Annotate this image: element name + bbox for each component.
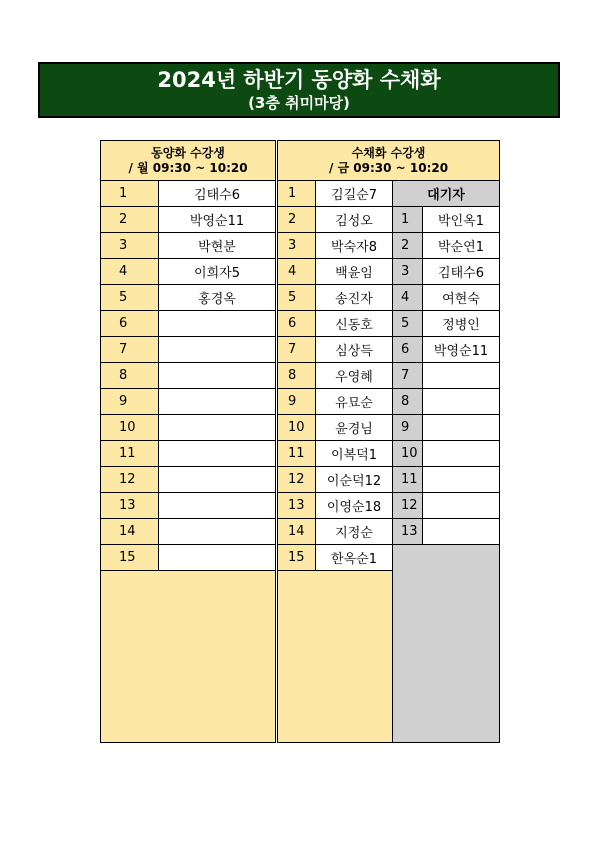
student-name [159, 389, 276, 415]
oriental-roster-title: 동양화 수강생 [151, 145, 225, 160]
student-name: 신동호 [316, 311, 393, 337]
waiting-number: 6 [393, 337, 423, 363]
table-row [101, 337, 276, 363]
row-number: 7 [101, 337, 159, 363]
watercolor-roster [277, 140, 500, 743]
row-number: 7 [278, 337, 316, 363]
row-number: 2 [278, 207, 316, 233]
row-number: 12 [101, 467, 159, 493]
waiting-name: 박영순11 [423, 337, 500, 363]
table-row [278, 363, 500, 389]
row-number: 1 [278, 181, 316, 207]
waiting-name: 정병인 [423, 311, 500, 337]
row-number: 12 [278, 467, 316, 493]
page-subtitle: (3층 취미마당) [248, 94, 350, 112]
student-name: 박현분 [159, 233, 276, 259]
waiting-number: 4 [393, 285, 423, 311]
waiting-number: 3 [393, 259, 423, 285]
student-name: 윤경님 [316, 415, 393, 441]
student-name: 심상득 [316, 337, 393, 363]
row-number: 4 [278, 259, 316, 285]
table-row [101, 493, 276, 519]
waiting-number: 7 [393, 363, 423, 389]
table-row [101, 415, 276, 441]
student-name: 김태수6 [159, 181, 276, 207]
waiting-number: 12 [393, 493, 423, 519]
student-name: 박영순11 [159, 207, 276, 233]
student-name [159, 545, 276, 571]
watercolor-roster-title: 수채화 수강생 [351, 145, 426, 160]
row-number: 3 [101, 233, 159, 259]
table-row [278, 493, 500, 519]
row-number: 11 [101, 441, 159, 467]
watercolor-roster-header [278, 141, 500, 181]
watercolor-roster-schedule: / 금 09:30 ~ 10:20 [328, 160, 449, 175]
waiting-name: 여현숙 [423, 285, 500, 311]
table-row [101, 467, 276, 493]
student-name [159, 311, 276, 337]
row-number: 6 [278, 311, 316, 337]
table-row [101, 519, 276, 545]
student-name [159, 519, 276, 545]
table-row [101, 233, 276, 259]
table-row [278, 545, 500, 571]
row-number: 8 [278, 363, 316, 389]
student-name: 김성오 [316, 207, 393, 233]
student-name [159, 493, 276, 519]
student-name: 우영혜 [316, 363, 393, 389]
table-row [278, 467, 500, 493]
waiting-name: 박인옥1 [423, 207, 500, 233]
row-number: 8 [101, 363, 159, 389]
table-row [278, 181, 500, 207]
table-row [278, 519, 500, 545]
student-name: 이희자5 [159, 259, 276, 285]
table-row [278, 415, 500, 441]
waiting-name [423, 467, 500, 493]
row-number: 10 [278, 415, 316, 441]
table-row [278, 389, 500, 415]
table-row [101, 207, 276, 233]
row-number: 2 [101, 207, 159, 233]
row-number: 9 [278, 389, 316, 415]
table-row [278, 337, 500, 363]
row-number: 13 [278, 493, 316, 519]
row-number: 5 [278, 285, 316, 311]
table-row [101, 259, 276, 285]
oriental-roster-blank-area [101, 571, 276, 743]
watercolor-roster-blank-area [278, 571, 393, 743]
student-name [159, 415, 276, 441]
waiting-number: 10 [393, 441, 423, 467]
table-row [278, 311, 500, 337]
table-row [101, 311, 276, 337]
row-number: 6 [101, 311, 159, 337]
waiting-list-header: 대기자 [393, 181, 500, 207]
student-name: 박숙자8 [316, 233, 393, 259]
student-name: 이복덕1 [316, 441, 393, 467]
student-name [159, 337, 276, 363]
row-number: 9 [101, 389, 159, 415]
waiting-name: 박순연1 [423, 233, 500, 259]
waiting-name: 김태수6 [423, 259, 500, 285]
row-number: 13 [101, 493, 159, 519]
waiting-number: 13 [393, 519, 423, 545]
row-number: 4 [101, 259, 159, 285]
row-number: 3 [278, 233, 316, 259]
waiting-name [423, 363, 500, 389]
row-number: 14 [278, 519, 316, 545]
table-row [101, 181, 276, 207]
waiting-number: 9 [393, 415, 423, 441]
waiting-blank-area [393, 545, 500, 743]
oriental-painting-roster [100, 140, 276, 743]
waiting-number: 5 [393, 311, 423, 337]
student-name: 송진자 [316, 285, 393, 311]
student-name [159, 363, 276, 389]
oriental-roster-schedule: / 월 09:30 ~ 10:20 [128, 160, 248, 175]
student-name: 김길순7 [316, 181, 393, 207]
table-row [278, 259, 500, 285]
waiting-name [423, 441, 500, 467]
title-banner [38, 62, 560, 118]
waiting-name [423, 415, 500, 441]
row-number: 5 [101, 285, 159, 311]
student-name: 한옥순1 [316, 545, 393, 571]
row-number: 14 [101, 519, 159, 545]
oriental-roster-header [101, 141, 276, 181]
table-row [278, 233, 500, 259]
table-row [278, 441, 500, 467]
table-row [101, 545, 276, 571]
waiting-name [423, 389, 500, 415]
student-name: 이순덕12 [316, 467, 393, 493]
row-number: 11 [278, 441, 316, 467]
table-row [278, 285, 500, 311]
table-row [101, 285, 276, 311]
student-name: 백윤임 [316, 259, 393, 285]
table-row [101, 389, 276, 415]
waiting-number: 8 [393, 389, 423, 415]
student-name: 유묘순 [316, 389, 393, 415]
table-row [278, 207, 500, 233]
row-number: 10 [101, 415, 159, 441]
student-name: 이영순18 [316, 493, 393, 519]
row-number: 15 [101, 545, 159, 571]
waiting-number: 2 [393, 233, 423, 259]
student-name [159, 467, 276, 493]
table-row [101, 363, 276, 389]
waiting-number: 1 [393, 207, 423, 233]
student-name [159, 441, 276, 467]
waiting-number: 11 [393, 467, 423, 493]
row-number: 1 [101, 181, 159, 207]
student-name: 홍경옥 [159, 285, 276, 311]
table-row [101, 441, 276, 467]
waiting-name [423, 519, 500, 545]
row-number: 15 [278, 545, 316, 571]
student-name: 지정순 [316, 519, 393, 545]
page-title: 2024년 하반기 동양화 수채화 [157, 68, 441, 92]
waiting-name [423, 493, 500, 519]
